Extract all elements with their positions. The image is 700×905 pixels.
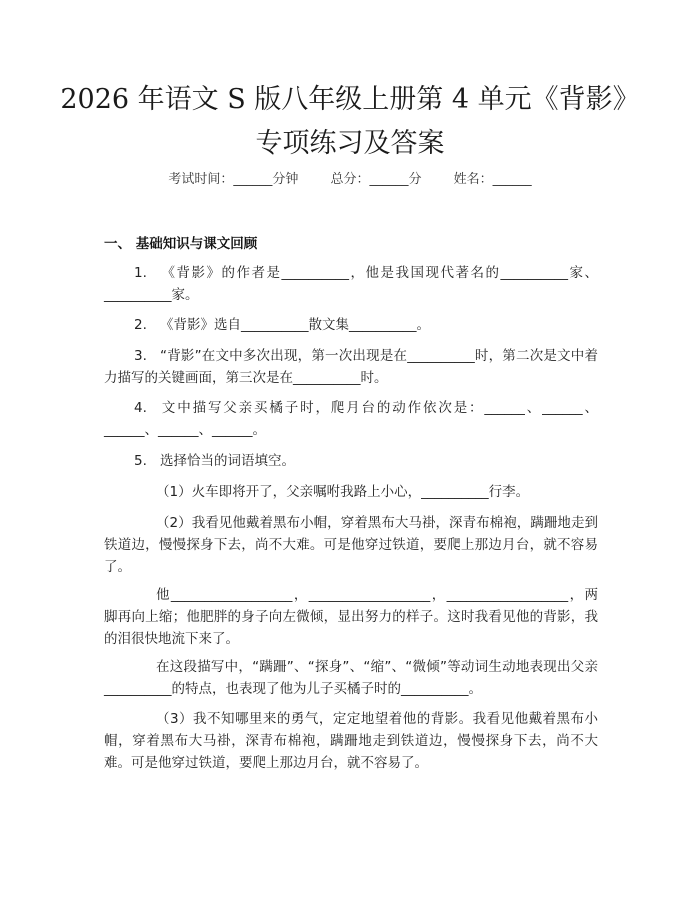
- question-4: [104, 397, 598, 441]
- exam-name: 姓名：______: [453, 172, 532, 187]
- question-2: [104, 314, 598, 336]
- question-5-2: （2）我看见他戴着黑布小帽，穿着黑布大马褂，深青布棉袍，蹒跚地走到铁道边，慢慢探身下去，尚不大难。可是他穿过铁道，要爬上那边月台，就不容易了。: [104, 515, 598, 575]
- question-5-3: （3）我不知哪里来的勇气，定定地望着他的背影。我看见他戴着黑布小帽，穿着黑布大马褂，深青布棉袍，蹒跚地走到铁道边，慢慢探身下去，尚不大难。可是他穿过铁道，要爬上那边月台，就不容易了。: [104, 711, 598, 771]
- question-3-number: 3.: [134, 348, 147, 364]
- question-4-text: 文中描写父亲买橘子时，爬月台的动作依次是：______、______、______、______、______。: [104, 400, 598, 438]
- question-3-text: “背影”在文中多次出现，第一次出现是在__________时，第二次是文中着力描写的关键画面，第三次是在__________时。: [104, 348, 598, 386]
- document-title: 2026 年语文 S 版八年级上册第 4 单元《背影》专项练习及答案: [60, 84, 640, 159]
- question-1: [104, 262, 598, 306]
- question-5-number: 5.: [134, 453, 147, 469]
- question-4-number: 4.: [134, 400, 147, 416]
- section-heading: 一、 基础知识与课文回顾: [104, 236, 258, 252]
- question-5-2-passage: 他__________________，__________________，__________________，两脚再向上缩；他肥胖的身子向左微倾，显出努力的样子。这时我看见他的背影，我的泪很快地流下来了。: [104, 587, 598, 647]
- question-3: [104, 345, 598, 389]
- question-2-text: 《背影》选自__________散文集__________。: [160, 317, 430, 333]
- question-1-number: 1.: [134, 265, 147, 281]
- question-1-text: 《背影》的作者是__________，他是我国现代著名的__________家、__________家。: [104, 265, 598, 303]
- question-2-number: 2.: [134, 317, 147, 333]
- question-5-2-analysis: 在这段描写中，“蹒跚”、“探身”、“缩”、“微倾”等动词生动地表现出父亲__________的特点，也表现了他为儿子买橘子时的__________。: [104, 659, 598, 697]
- question-5-text: 选择恰当的词语填空。: [160, 453, 295, 469]
- exam-time: 考试时间：______分钟: [168, 172, 299, 187]
- exam-meta: [0, 168, 700, 187]
- exam-score: 总分：______分: [330, 172, 422, 187]
- question-5-1: （1）火车即将开了，父亲嘱咐我路上小心，__________行李。: [156, 484, 530, 500]
- question-5: [104, 450, 598, 472]
